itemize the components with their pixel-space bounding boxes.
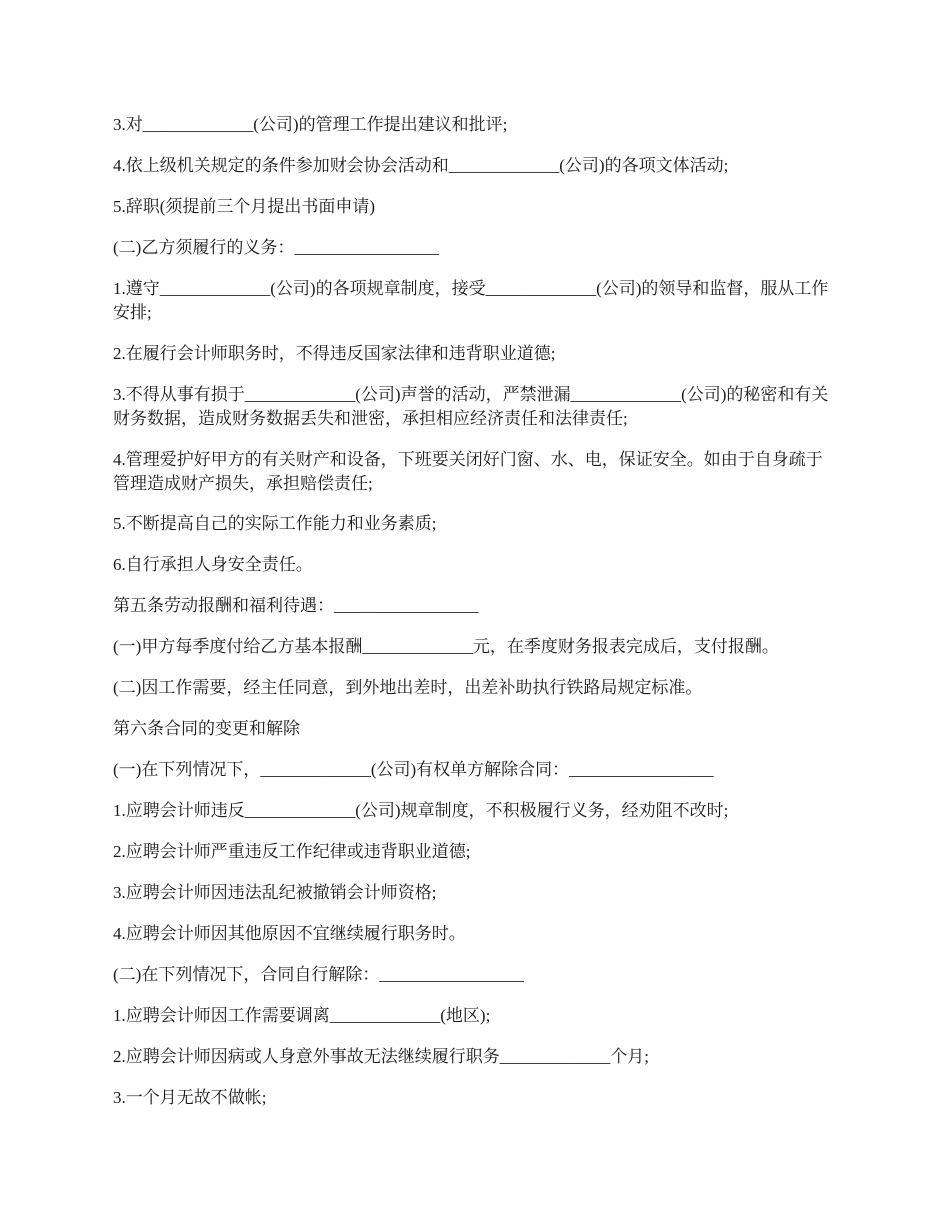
termination-case-4: 4.应聘会计师因其他原因不宜继续履行职务时。 <box>113 924 466 943</box>
termination-case-2: 2.应聘会计师严重违反工作纪律或违背职业道德; <box>113 842 471 861</box>
obligation-6-safety: 6.自行承担人身安全责任。 <box>113 555 313 574</box>
article-6-termination: 第六条合同的变更和解除 <box>113 719 300 738</box>
section-party-b-obligations: (二)乙方须履行的义务：_________________ <box>113 238 439 257</box>
termination-unilateral: (一)在下列情况下，_____________(公司)有权单方解除合同：_________________ <box>113 760 714 779</box>
paragraph-3-suggestions: 3.对_____________(公司)的管理工作提出建议和批评; <box>113 115 508 134</box>
obligation-2-law: 2.在履行会计师职务时，不得违反国家法律和违背职业道德; <box>113 344 556 363</box>
automatic-case-3: 3.一个月无故不做帐; <box>113 1088 267 1107</box>
remuneration-2-travel: (二)因工作需要，经主任同意，到外地出差时，出差补助执行铁路局规定标准。 <box>113 678 703 697</box>
paragraph-5-resignation: 5.辞职(须提前三个月提出书面申请) <box>113 197 376 216</box>
termination-case-3: 3.应聘会计师因违法乱纪被撤销会计师资格; <box>113 883 437 902</box>
automatic-case-1: 1.应聘会计师因工作需要调离_____________(地区); <box>113 1006 491 1025</box>
article-5-remuneration: 第五条劳动报酬和福利待遇：_________________ <box>113 596 479 615</box>
remuneration-1-quarterly: (一)甲方每季度付给乙方基本报酬_____________元，在季度财务报表完成后，支付报酬。 <box>113 637 779 656</box>
paragraph-4-activities: 4.依上级机关规定的条件参加财会协会活动和_____________(公司)的各项文体活动; <box>113 156 729 175</box>
obligation-1-comply: 1.遵守_____________(公司)的各项规章制度，接受_____________(公司)的领导和监督，服从工作安排; <box>113 279 829 322</box>
automatic-case-2: 2.应聘会计师因病或人身意外事故无法继续履行职务_____________个月; <box>113 1047 649 1066</box>
automatic-termination: (二)在下列情况下，合同自行解除：_________________ <box>113 965 524 984</box>
obligation-4-property: 4.管理爱护好甲方的有关财产和设备，下班要关闭好门窗、水、电，保证安全。如由于自身疏于管理造成财产损失，承担赔偿责任; <box>113 450 823 493</box>
obligation-5-improve: 5.不断提高自己的实际工作能力和业务素质; <box>113 514 437 533</box>
obligation-3-confidentiality: 3.不得从事有损于_____________(公司)声誉的活动，严禁泄漏_____________(公司)的秘密和有关财务数据，造成财务数据丢失和泄密，承担相应经济责任和法律责任; <box>113 385 829 428</box>
termination-case-1: 1.应聘会计师违反_____________(公司)规章制度，不积极履行义务，经劝阻不改时; <box>113 801 729 820</box>
